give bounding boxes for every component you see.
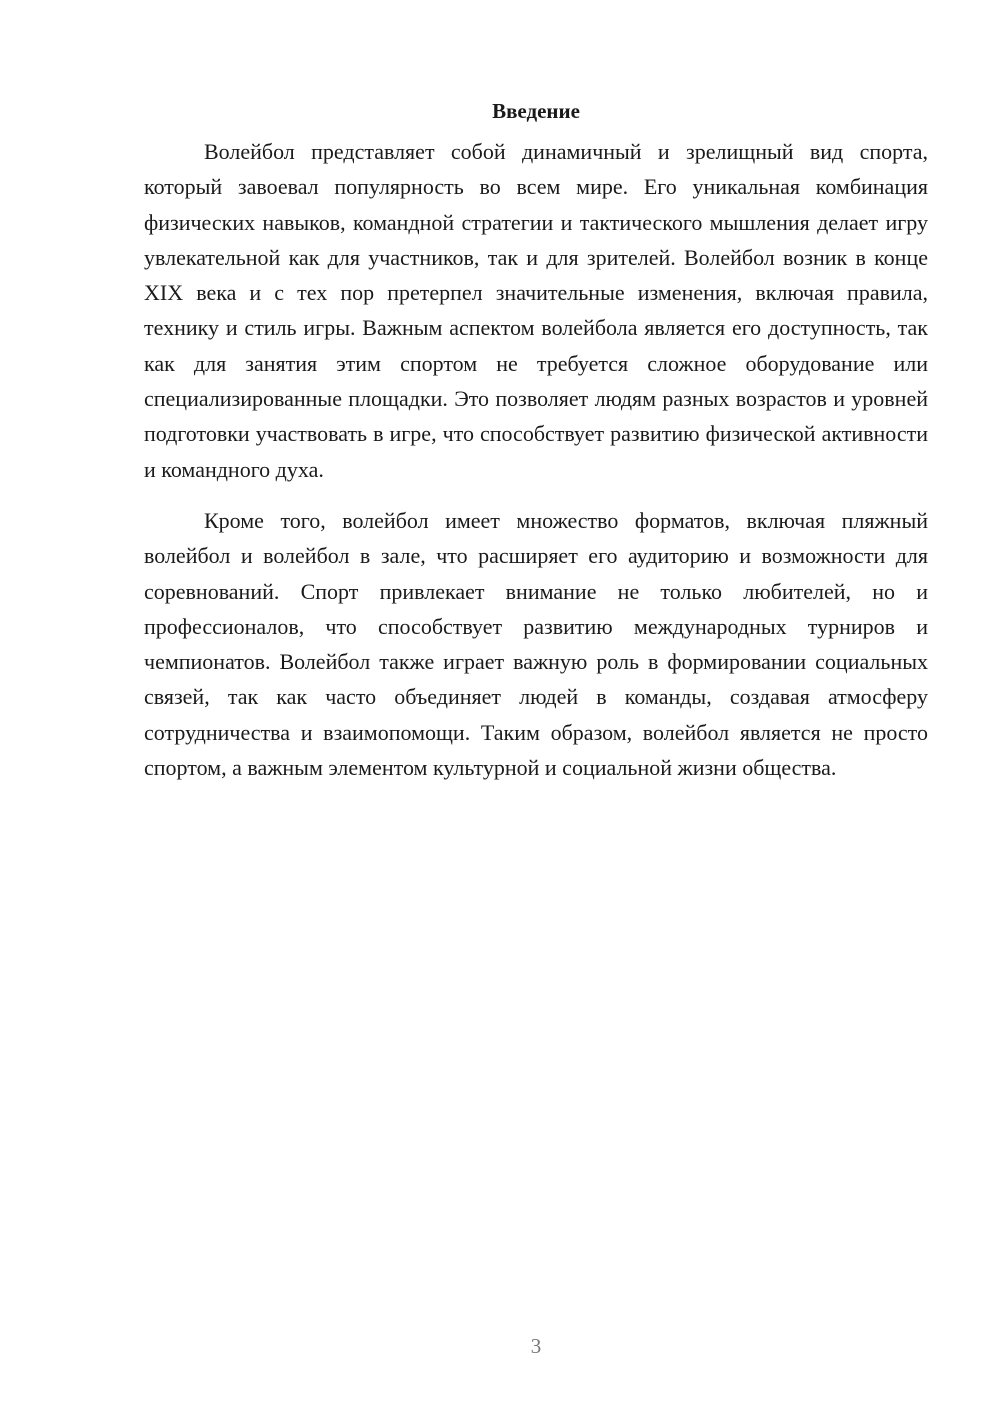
- paragraph-2: Кроме того, волейбол имеет множество форматов, включая пляжный волейбол и волейбол в зале, что расширяет его аудиторию и возможности для соревнований. Спорт привлекает внимание не только любителей, но и профессионалов, что способствует развитию международных турниров и чемпионатов. Волейбол также играет важную роль в формировании социальных связей, так как часто объединяет людей в команды, создавая атмосферу сотрудничества и взаимопомощи. Таким образом, волейбол является не просто спортом, а важным элементом культурной и социальной жизни общества.: [144, 507, 928, 781]
- section-title: Введение: [492, 99, 580, 123]
- page-content: [144, 96, 928, 785]
- page-number: 3: [530, 1334, 542, 1358]
- paragraph-1: Волейбол представляет собой динамичный и зрелищный вид спорта, который завоевал популярность во всем мире. Его уникальная комбинация физических навыков, командной стратегии и тактического мышления делает игру увлекательной как для участников, так и для зрителей. Волейбол возник в конце XIX века и с тех пор претерпел значительные изменения, включая правила, технику и стиль игры. Важным аспектом волейбола является его доступность, так как для занятия этим спортом не требуется сложное оборудование или специализированные площадки. Это позволяет людям разных возрастов и уровней подготовки участвовать в игре, что способствует развитию физической активности и командного духа.: [144, 139, 928, 482]
